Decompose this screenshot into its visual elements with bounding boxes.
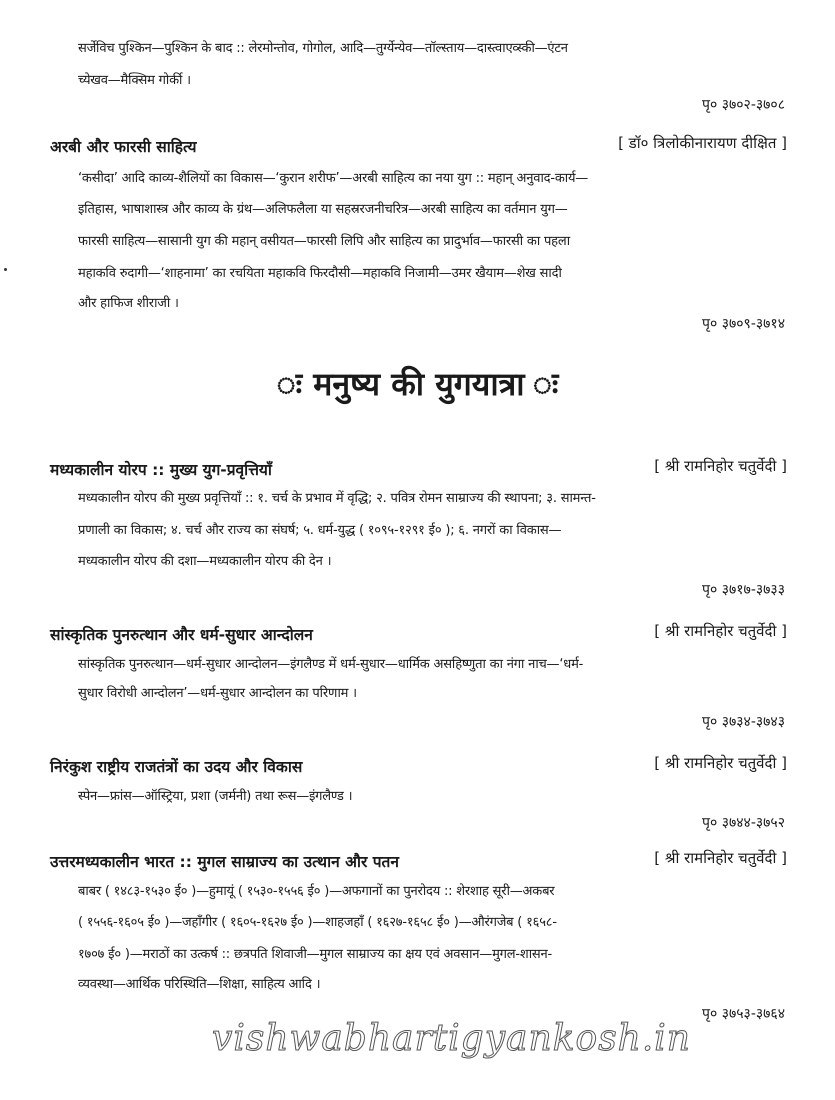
page-ref: पृ० ३७५३-३७६४ — [702, 1006, 785, 1022]
section-author: [ श्री रामनिहोर चतुर्वेदी ] — [654, 622, 787, 640]
body-line: सर्जेविच पुश्किन—पुश्किन के बाद :: लेरमोन्तोव, गोगोल, आदि—तुर्ग्येन्येव—तॉल्स्ताय—दास्त्वाएव्स्की—एंटन — [78, 41, 568, 56]
page-ref: पृ० ३७०२-३७०८ — [702, 97, 785, 113]
scan-speck — [4, 268, 7, 271]
section-author: [ श्री रामनिहोर चतुर्वेदी ] — [654, 754, 787, 772]
page-ref: पृ० ३७०९-३७१४ — [702, 316, 785, 332]
body-line: फारसी साहित्य—सासानी युग की महान् वसीयत—फारसी लिपि और साहित्य का प्रादुर्भाव—फारसी का पहला — [78, 234, 570, 249]
part-heading: ः मनुष्य की युगयात्रा ः — [276, 365, 559, 403]
section-title: उत्तरमध्यकालीन भारत :: मुगल साम्राज्य का उत्थान और पतन — [50, 853, 399, 871]
section-title: निरंकुश राष्ट्रीय राजतंत्रों का उदय और विकास — [50, 758, 303, 776]
body-line: मध्यकालीन योरप की दशा—मध्यकालीन योरप की देन । — [78, 554, 332, 569]
section-author: [ श्री रामनिहोर चतुर्वेदी ] — [654, 457, 787, 475]
body-line: मध्यकालीन योरप की मुख्य प्रवृत्तियाँ :: १. चर्च के प्रभाव में वृद्धि; २. पवित्र रोमन साम्राज्य की स्थापना; ३. सामन्त- — [78, 491, 596, 506]
body-line: च्येखव—मैक्सिम गोर्की । — [78, 73, 191, 88]
body-line: सांस्कृतिक पुनरुत्थान—धर्म-सुधार आन्दोलन—इंगलैण्ड में धर्म-सुधार—धार्मिक असहिष्णुता का नंगा नाच—‘धर्म- — [78, 657, 584, 672]
body-line: स्पेन—फ्रांस—ऑस्ट्रिया, प्रशा (जर्मनी) तथा रूस—इंगलैण्ड । — [78, 789, 353, 804]
watermark: vishwabhartigyankosh.in — [212, 1018, 691, 1059]
section-title: अरबी और फारसी साहित्य — [50, 138, 197, 156]
body-line: व्यवस्था—आर्थिक परिस्थिति—शिक्षा, साहित्य आदि । — [78, 977, 321, 992]
body-line: १७०७ ई० )—मराठों का उत्कर्ष :: छत्रपति शिवाजी—मुगल साम्राज्य का क्षय एवं अवसान—मुगल-शासन- — [78, 947, 552, 962]
page-ref: पृ० ३७३४-३७४३ — [702, 714, 785, 730]
body-line: महाकवि रुदागी—‘शाहनामा’ का रचयिता महाकवि फिरदौसी—महाकवि निजामी—उमर खैयाम—शेख सादी — [78, 266, 562, 281]
page-ref: पृ० ३७१७-३७३३ — [702, 582, 785, 598]
section-title: सांस्कृतिक पुनरुत्थान और धर्म-सुधार आन्दोलन — [50, 626, 313, 644]
body-line: ( १५५६-१६०५ ई० )—जहाँगीर ( १६०५-१६२७ ई० )—शाहजहाँ ( १६२७-१६५८ ई० )—औरंगजेब ( १६५८- — [78, 915, 557, 930]
section-author: [ श्री रामनिहोर चतुर्वेदी ] — [654, 849, 787, 867]
section-title: मध्यकालीन योरप :: मुख्य युग-प्रवृत्तियाँ — [50, 461, 272, 479]
body-line: इतिहास, भाषाशास्त्र और काव्य के ग्रंथ—अलिफलैला या सहस्ररजनीचरित्र—अरबी साहित्य का वर्तमान युग— — [78, 202, 568, 217]
body-line: प्रणाली का विकास; ४. चर्च और राज्य का संघर्ष; ५. धर्म-युद्ध ( १०९५-१२९१ ई० ); ६. नगरों का विकास— — [78, 523, 562, 538]
section-author: [ डॉ० त्रिलोकीनारायण दीक्षित ] — [618, 134, 787, 152]
body-line: बाबर ( १४८३-१५३० ई० )—हुमायूं ( १५३०-१५५६ ई० )—अफगानों का पुनरोदय :: शेरशाह सूरी—अकबर — [78, 884, 555, 899]
body-line: ‘कसीदा’ आदि काव्य-शैलियों का विकास—‘कुरान शरीफ’—अरबी साहित्य का नया युग :: महान् अनुवाद-कार्य— — [78, 171, 589, 186]
body-line: और हाफिज शीराजी । — [78, 296, 179, 311]
page-ref: पृ० ३७४४-३७५२ — [702, 815, 785, 831]
body-line: सुधार विरोधी आन्दोलन’—धर्म-सुधार आन्दोलन का परिणाम । — [78, 686, 357, 701]
